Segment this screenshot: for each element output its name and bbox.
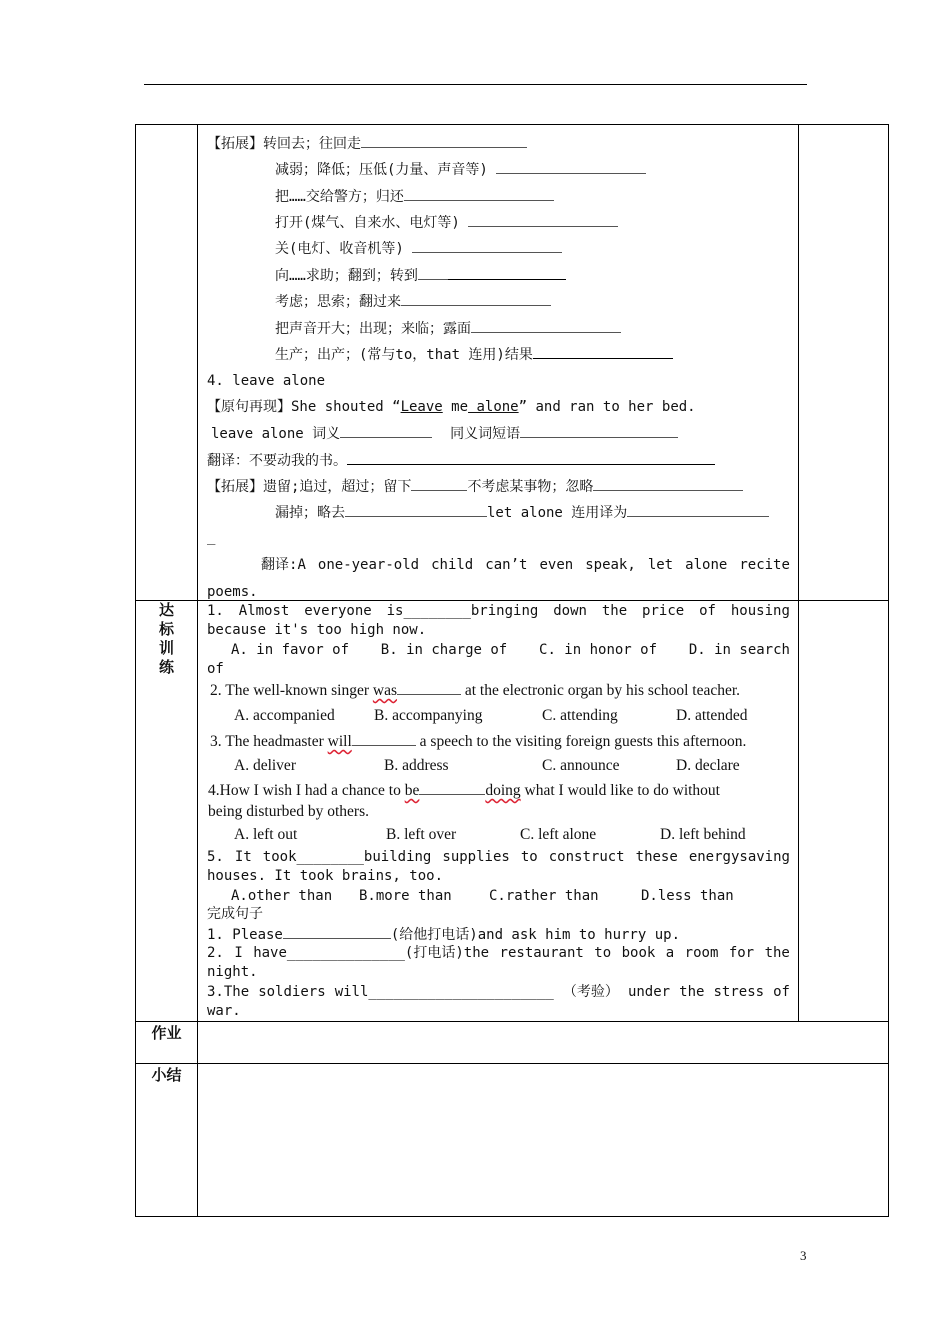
complete-3-tail: war. xyxy=(207,1003,241,1019)
ext-line-8: 把声音开大；出现；来临；露面 xyxy=(275,318,621,339)
extension-cell xyxy=(198,125,799,601)
ext2-line-1: 【拓展】遗留;追过，超过；留下 不考虑某事物；忽略 xyxy=(207,476,743,497)
q5-option-c[interactable]: C.rather than xyxy=(489,888,599,904)
q3-option-d[interactable]: D. declare xyxy=(676,757,740,774)
homework-cell[interactable] xyxy=(198,1022,889,1064)
original-sentence: 【原句再现】She shouted “Leave me alone” and ran to her bed. xyxy=(207,399,696,415)
row-summary xyxy=(136,1064,889,1217)
q1-option-a[interactable]: A. in favor of xyxy=(231,642,350,658)
q1-option-c[interactable]: C. in honor of xyxy=(539,642,658,658)
page-number: 3 xyxy=(800,1248,807,1263)
ext-line-1: 【拓展】转回去；往回走 xyxy=(207,133,527,154)
q5-line-2: houses. It took brains, too. xyxy=(207,868,444,884)
q4-option-c[interactable]: C. left alone xyxy=(520,826,597,843)
q2-options xyxy=(234,706,747,726)
q3-options xyxy=(234,756,740,776)
ext-line-2: 减弱；降低；压低(力量、声音等) xyxy=(275,159,646,180)
q5-option-d[interactable]: D.less than xyxy=(641,888,734,904)
summary-label: 小结 xyxy=(136,1064,198,1217)
q2-option-c[interactable]: C. attending xyxy=(542,707,618,724)
translate2-tail: poems. xyxy=(207,584,258,600)
homework-label: 作业 xyxy=(136,1022,198,1064)
complete-2: 2. I have______________(打电话)the restaurant to book a room for the xyxy=(207,945,790,961)
q3-option-c[interactable]: C. announce xyxy=(542,757,620,774)
row-homework xyxy=(136,1022,889,1064)
q1-options xyxy=(231,640,790,660)
q3-option-b[interactable]: B. address xyxy=(384,757,449,774)
complete-2-tail: night. xyxy=(207,964,258,980)
q2-option-d[interactable]: D. attended xyxy=(676,707,748,724)
q3-stem: 3. The headmaster will a speech to the visiting foreign guests this afternoon. xyxy=(210,733,747,750)
ext-line-7: 考虑；思索；翻过来 xyxy=(275,291,551,312)
ext-line-6: 向……求助；翻到；转到 xyxy=(275,265,566,286)
q4-option-a[interactable]: A. left out xyxy=(234,826,298,843)
q4-option-d[interactable]: D. left behind xyxy=(660,826,746,843)
synonym-line: leave alone 词义 同义词短语 xyxy=(211,423,678,444)
q4-stem: 4.How I wish I had a chance to be doing what I would like to do without xyxy=(208,782,720,799)
row-extension-right xyxy=(799,125,889,601)
row-extension xyxy=(136,125,889,601)
q2-option-b[interactable]: B. accompanying xyxy=(374,707,483,724)
ext-line-4: 打开(煤气、自来水、电灯等) xyxy=(275,212,618,233)
header-rule xyxy=(144,84,807,85)
q2-option-a[interactable]: A. accompanied xyxy=(234,707,335,724)
q4-line-2: being disturbed by others. xyxy=(208,803,370,820)
q1-line-1: 1. Almost everyone is________bringing down the price of housing xyxy=(207,603,790,619)
q2-stem: 2. The well-known singer was at the electronic organ by his school teacher. xyxy=(210,682,741,699)
row-extension-label xyxy=(136,125,198,601)
q5-option-a[interactable]: A.other than xyxy=(231,888,333,904)
complete-3: 3.The soldiers will______________________ （考验） under the stress of xyxy=(207,984,790,1000)
lesson-table xyxy=(135,124,889,1217)
q4-option-b[interactable]: B. left over xyxy=(386,826,457,843)
translate2-line: 翻译:A one-year-old child can’t even speak, let alone recite xyxy=(261,557,790,573)
complete-title: 完成句子 xyxy=(207,906,263,922)
item4-title: 4. leave alone xyxy=(207,373,326,389)
complete-1: 1. Please (给他打电话)and ask him to hurry up. xyxy=(207,924,680,945)
ext-line-5: 关(电灯、收音机等) xyxy=(275,238,562,259)
summary-cell[interactable] xyxy=(198,1064,889,1217)
practice-label: 达标训练 xyxy=(158,601,174,676)
q1-option-d[interactable]: D. in search xyxy=(688,642,790,658)
practice-label-cell xyxy=(136,601,198,1022)
ext-line-3: 把……交给警方；归还 xyxy=(275,186,554,207)
ext2-dash: _ xyxy=(207,529,216,545)
translate-line: 翻译：不要动我的书。 xyxy=(207,450,715,471)
row-practice xyxy=(136,601,889,1022)
ext2-line-2: 漏掉；略去 let alone 连用译为 xyxy=(275,502,769,523)
q5-line-1: 5. It took________building supplies to construct these energysaving xyxy=(207,849,790,865)
q5-option-b[interactable]: B.more than xyxy=(359,888,452,904)
ext-line-9: 生产；出产；(常与to，that 连用)结果 xyxy=(275,344,673,365)
practice-cell xyxy=(198,601,799,1022)
q3-option-a[interactable]: A. deliver xyxy=(234,757,296,774)
q1-tail: of xyxy=(207,661,224,677)
q5-options xyxy=(231,886,734,906)
q1-line-2: because it's too high now. xyxy=(207,622,427,638)
q4-options xyxy=(234,825,746,845)
q1-option-b[interactable]: B. in charge of xyxy=(380,642,508,658)
row-practice-right xyxy=(799,601,889,1022)
